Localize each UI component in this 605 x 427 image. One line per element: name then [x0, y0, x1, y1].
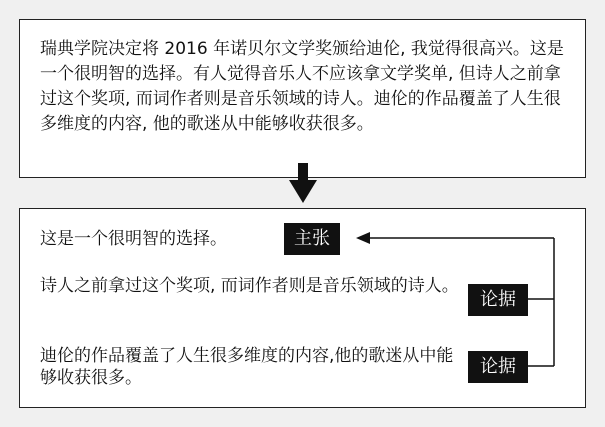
claim-tag: 主张 — [284, 223, 340, 255]
support-arrow-icon — [356, 232, 370, 244]
claim-text: 这是一个很明智的选择。 — [40, 229, 227, 249]
argument-tag-1: 论据 — [468, 284, 528, 316]
argument-tag-2: 论据 — [468, 351, 528, 383]
argument-text-1: 诗人之前拿过这个奖项, 而词作者则是音乐领域的诗人。 — [40, 276, 459, 296]
source-passage-text: 瑞典学院决定将 2016 年诺贝尔文学奖颁给迪伦, 我觉得很高兴。这是一个很明智的选择。有人觉得音乐人不应该拿文学奖单, 但诗人之前拿过这个奖项, 而词作者则是音乐领域的诗人。迪伦的作品覆盖了人生很多维度的内容, 他的歌迷从中能够收获很多。 — [40, 39, 564, 134]
argument-text-2: 迪伦的作品覆盖了人生很多维度的内容,他的歌迷从中能够收获很多。 — [40, 346, 454, 388]
